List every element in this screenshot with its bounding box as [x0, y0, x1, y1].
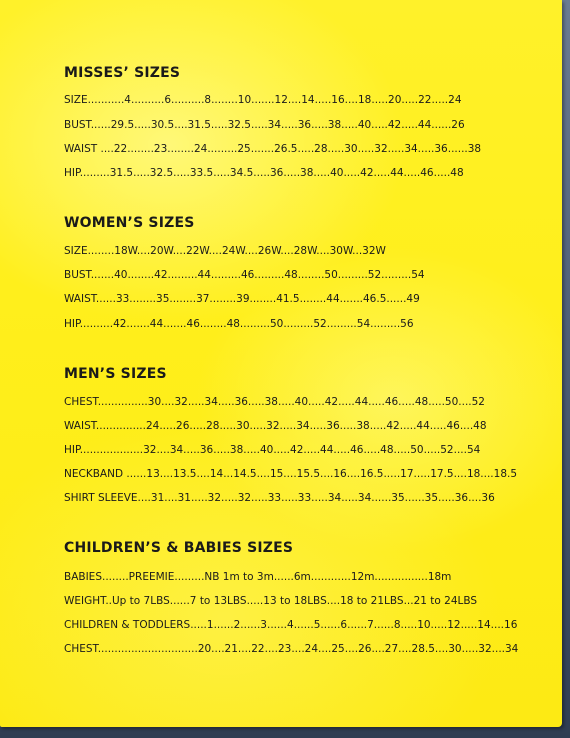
womens-hip-row: HIP..........42.......44.......46........48.........50.........52.........54.........56: [64, 318, 414, 330]
womens-waist-row: WAIST......33........35........37........39........41.5........44.......46.5......49: [64, 293, 420, 305]
childrens-chest-row: CHEST..............................20....21....22....23....24....25....26....27....28.5....30.....32....34: [64, 643, 519, 655]
children-toddlers-row: CHILDREN & TODDLERS.....1......2......3......4......5......6......7......8.....10.....12.....14....16: [64, 619, 518, 631]
womens-bust-row: BUST.......40........42.........44.........46.........48........50.........52.........54: [64, 269, 425, 281]
womens-size-row: SIZE........18W....20W....22W....24W....26W....28W....30W...32W: [64, 245, 386, 257]
misses-size-row: SIZE...........4..........6..........8........10.......12....14.....16....18.....20.....22.....24: [64, 94, 462, 106]
mens-chest-row: CHEST...............30....32.....34.....36.....38.....40.....42.....44.....46.....48.....50....52: [64, 396, 485, 408]
mens-sizes-heading: MEN’S SIZES: [64, 366, 167, 382]
mens-waist-row: WAIST...............24.....26.....28.....30.....32.....34.....36.....38.....42.....44.....46....48: [64, 420, 487, 432]
mens-shirt-sleeve-row: SHIRT SLEEVE....31....31.....32.....32.....33.....33.....34.....34......35......35.....36....36: [64, 492, 495, 504]
misses-waist-row: WAIST ....22........23........24.........25.......26.5.....28.....30.....32.....34.....36......38: [64, 143, 482, 155]
weight-row: WEIGHT..Up to 7LBS......7 to 13LBS.....13 to 18LBS....18 to 21LBS...21 to 24LBS: [64, 595, 478, 607]
misses-sizes-section: [64, 65, 544, 179]
childrens-babies-sizes-section: [64, 540, 544, 655]
womens-sizes-heading: WOMEN’S SIZES: [64, 215, 195, 231]
womens-sizes-section: [64, 215, 544, 330]
mens-hip-row: HIP...................32....34.....36.....38.....40.....42.....44.....46.....48.....50.....52....54: [64, 444, 481, 456]
mens-neckband-row: NECKBAND ......13....13.5....14...14.5....15....15.5....16....16.5.....17.....17.5....18....18.5: [64, 468, 518, 480]
childrens-babies-sizes-heading: CHILDREN’S & BABIES SIZES: [64, 540, 294, 556]
misses-sizes-heading: MISSES’ SIZES: [64, 65, 181, 81]
misses-bust-row: BUST......29.5.....30.5....31.5.....32.5.....34.....36.....38.....40.....42.....44......26: [64, 119, 465, 131]
babies-row: BABIES........PREEMIE.........NB 1m to 3m......6m............12m................18m: [64, 571, 452, 583]
misses-hip-row: HIP.........31.5.....32.5.....33.5.....34.5.....36.....38.....40.....42.....44.....46.....48: [64, 167, 464, 179]
mens-sizes-section: [64, 366, 544, 504]
